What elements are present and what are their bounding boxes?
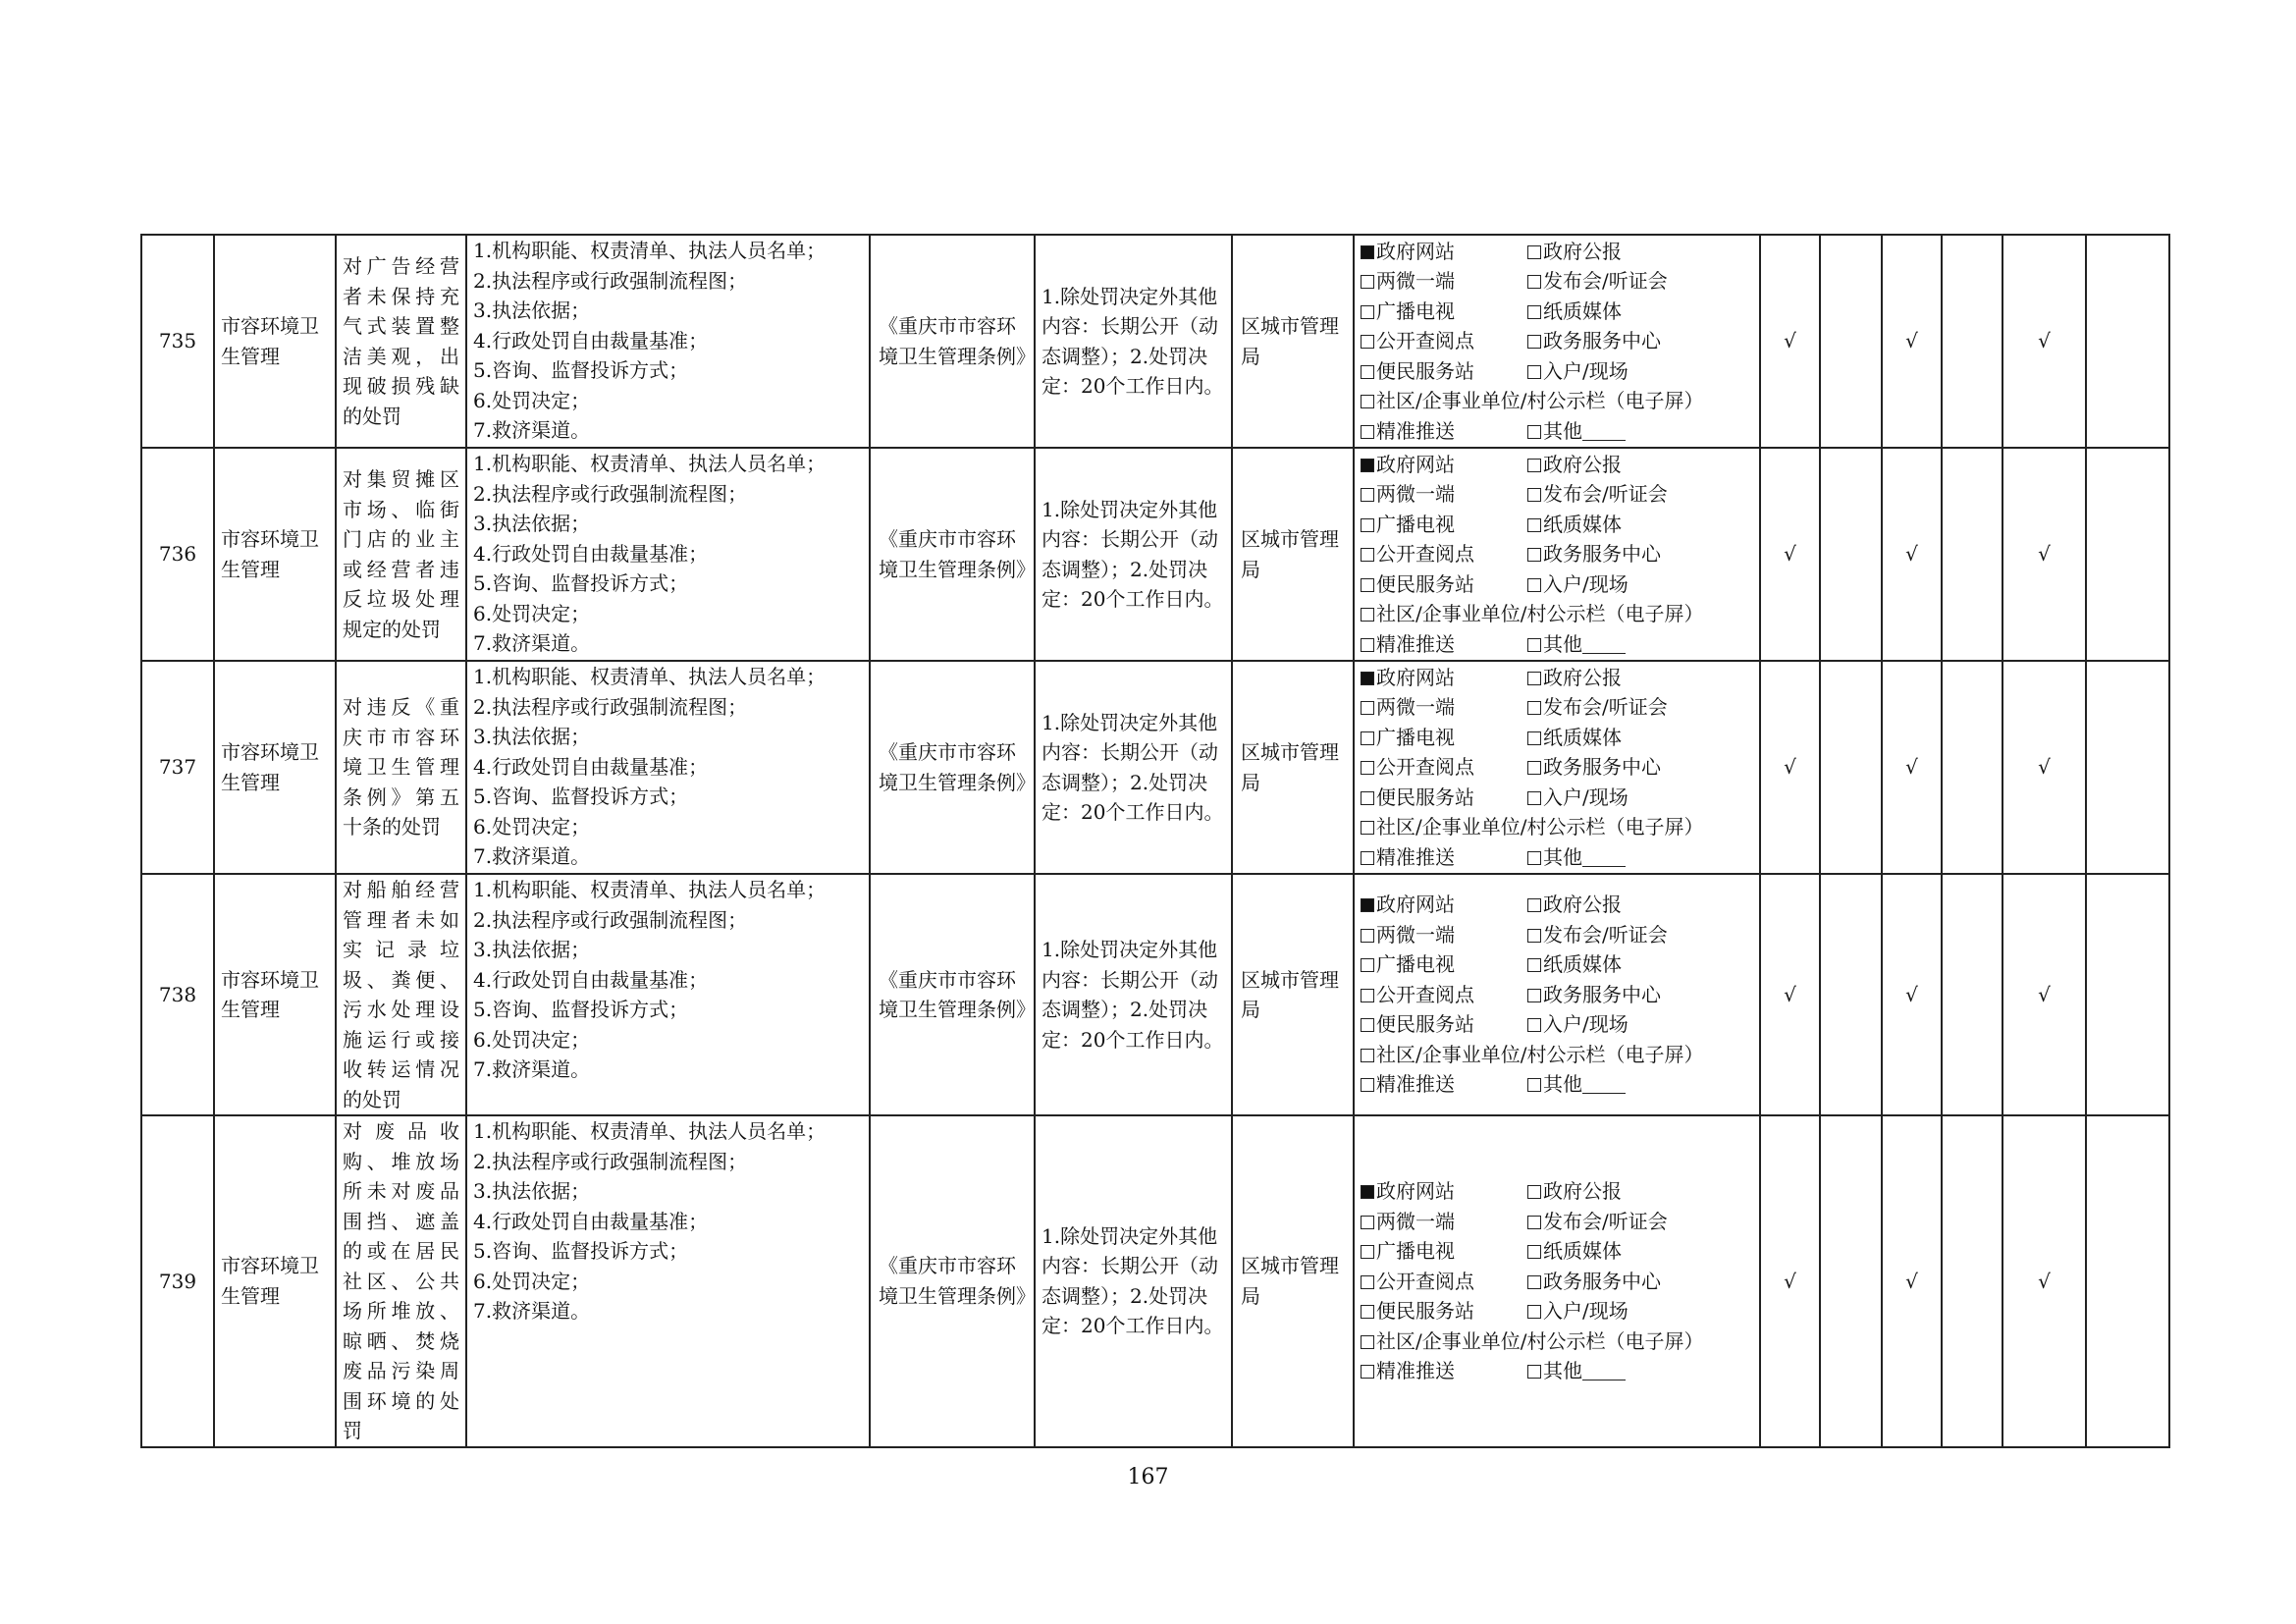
channel-item: 入户/现场 — [1527, 783, 1753, 813]
content-line: 4.行政处罚自由裁量基准； — [473, 328, 709, 352]
empty-cell — [2086, 1115, 2169, 1447]
row-number: 735 — [141, 235, 214, 448]
empty-box-icon — [1527, 335, 1541, 349]
content-line: 1.机构职能、权责清单、执法人员名单； — [473, 878, 827, 901]
empty-box-icon — [1527, 701, 1541, 715]
blank-line — [1582, 1362, 1626, 1380]
channel-item: 入户/现场 — [1527, 1009, 1753, 1040]
empty-box-icon — [1527, 1245, 1541, 1259]
content-cell — [466, 661, 870, 874]
empty-box-icon — [1527, 958, 1541, 972]
content-line: 2.执法程序或行政强制流程图； — [473, 1149, 748, 1173]
content-line: 4.行政处罚自由裁量基准； — [473, 754, 709, 779]
content-line: 3.执法依据； — [473, 725, 591, 748]
channel-item: 其他 — [1527, 416, 1753, 447]
channel-item: 发布会/听证会 — [1527, 1207, 1753, 1237]
empty-cell — [1942, 1115, 2002, 1447]
department-cell: 区城市管理局 — [1232, 448, 1354, 661]
channel-item: 政府公报 — [1527, 450, 1753, 480]
empty-box-icon — [1527, 459, 1541, 472]
empty-box-icon — [1361, 335, 1374, 349]
channel-item: 发布会/听证会 — [1527, 692, 1753, 723]
category-cell: 市容环境卫生管理 — [214, 1115, 336, 1447]
empty-box-icon — [1361, 425, 1374, 439]
empty-box-icon — [1527, 1305, 1541, 1319]
empty-box-icon — [1361, 395, 1374, 408]
empty-box-icon — [1527, 791, 1541, 805]
category-cell: 市容环境卫生管理 — [214, 874, 336, 1115]
channel-item: 入户/现场 — [1527, 569, 1753, 600]
check-cell: √ — [2002, 1115, 2086, 1447]
empty-box-icon — [1527, 578, 1541, 592]
empty-box-icon — [1527, 1018, 1541, 1032]
empty-box-icon — [1361, 851, 1374, 865]
department-cell: 区城市管理局 — [1232, 235, 1354, 448]
empty-box-icon — [1527, 1078, 1541, 1092]
channel-item: 便民服务站 — [1361, 1009, 1527, 1040]
check-cell: √ — [1882, 661, 1942, 874]
channel-item: 便民服务站 — [1361, 356, 1527, 387]
empty-cell — [1820, 874, 1882, 1115]
check-cell: √ — [1760, 448, 1820, 661]
empty-box-icon — [1527, 1185, 1541, 1199]
channel-item: 两微一端 — [1361, 1207, 1527, 1237]
channel-item: 精准推送 — [1361, 416, 1527, 447]
basis-cell: 《重庆市市容环境卫生管理条例》 — [870, 1115, 1035, 1447]
channel-item: 入户/现场 — [1527, 356, 1753, 387]
content-line: 2.执法程序或行政强制流程图； — [473, 481, 748, 506]
content-line: 7.救济渠道。 — [473, 1299, 591, 1323]
empty-box-icon — [1361, 929, 1374, 943]
channels-cell — [1354, 661, 1760, 874]
empty-box-icon — [1527, 731, 1541, 745]
empty-box-icon — [1527, 1365, 1541, 1379]
channels-cell — [1354, 874, 1760, 1115]
time-limit-cell: 1.除处罚决定外其他内容：长期公开（动态调整）；2.处罚决定：20个工作日内。 — [1035, 1115, 1232, 1447]
check-cell: √ — [1882, 874, 1942, 1115]
empty-box-icon — [1527, 851, 1541, 865]
empty-box-icon — [1527, 929, 1541, 943]
category-cell: 市容环境卫生管理 — [214, 448, 336, 661]
checked-box-icon — [1361, 672, 1374, 685]
table-row — [141, 1115, 2169, 1447]
content-line: 5.咨询、监督投诉方式； — [473, 785, 689, 808]
channel-item: 政府网站 — [1361, 1176, 1527, 1207]
empty-box-icon — [1361, 1305, 1374, 1319]
content-line: 6.处罚决定； — [473, 601, 591, 625]
channel-item: 其他 — [1527, 1069, 1753, 1100]
empty-box-icon — [1361, 488, 1374, 502]
channel-item: 精准推送 — [1361, 629, 1527, 660]
channel-item: 其他 — [1527, 629, 1753, 660]
empty-box-icon — [1361, 1049, 1374, 1062]
channel-item: 广播电视 — [1361, 510, 1527, 540]
row-number: 737 — [141, 661, 214, 874]
page-number: 167 — [1127, 1465, 1169, 1489]
content-line: 2.执法程序或行政强制流程图； — [473, 268, 748, 293]
blank-line — [1582, 848, 1626, 867]
channels-cell — [1354, 448, 1760, 661]
check-cell: √ — [1882, 235, 1942, 448]
checked-box-icon — [1361, 1185, 1374, 1199]
empty-cell — [1942, 448, 2002, 661]
empty-box-icon — [1361, 275, 1374, 289]
empty-box-icon — [1527, 365, 1541, 379]
empty-cell — [1820, 1115, 1882, 1447]
check-cell: √ — [2002, 448, 2086, 661]
check-cell: √ — [1760, 661, 1820, 874]
channel-item: 公开查阅点 — [1361, 752, 1527, 783]
empty-box-icon — [1527, 898, 1541, 912]
table-row — [141, 874, 2169, 1115]
item-cell: 对广告经营者未保持充气式装置整洁美观，出现破损残缺的处罚 — [336, 235, 466, 448]
content-line: 6.处罚决定； — [473, 1269, 591, 1293]
row-number: 736 — [141, 448, 214, 661]
blank-line — [1582, 422, 1626, 441]
empty-box-icon — [1361, 1018, 1374, 1032]
channel-item: 两微一端 — [1361, 479, 1527, 510]
channel-item: 其他 — [1527, 1356, 1753, 1386]
empty-box-icon — [1361, 1245, 1374, 1259]
empty-box-icon — [1361, 608, 1374, 622]
empty-box-icon — [1361, 791, 1374, 805]
empty-box-icon — [1527, 638, 1541, 652]
empty-box-icon — [1361, 761, 1374, 775]
empty-box-icon — [1361, 1335, 1374, 1349]
empty-box-icon — [1527, 1216, 1541, 1229]
channel-item: 精准推送 — [1361, 842, 1527, 873]
blank-line — [1582, 635, 1626, 654]
empty-box-icon — [1361, 1078, 1374, 1092]
channel-item: 政府网站 — [1361, 890, 1527, 920]
empty-box-icon — [1361, 1275, 1374, 1289]
channel-item: 公开查阅点 — [1361, 1267, 1527, 1297]
content-line: 4.行政处罚自由裁量基准； — [473, 967, 709, 992]
checked-box-icon — [1361, 459, 1374, 472]
content-line: 6.处罚决定； — [473, 1027, 591, 1052]
channel-item: 公开查阅点 — [1361, 539, 1527, 569]
basis-cell: 《重庆市市容环境卫生管理条例》 — [870, 874, 1035, 1115]
channel-item: 便民服务站 — [1361, 783, 1527, 813]
channels-cell — [1354, 1115, 1760, 1447]
empty-cell — [2086, 874, 2169, 1115]
table-row — [141, 661, 2169, 874]
row-number: 738 — [141, 874, 214, 1115]
channel-item: 入户/现场 — [1527, 1296, 1753, 1326]
check-cell: √ — [1760, 874, 1820, 1115]
channel-item: 社区/企事业单位/村公示栏（电子屏） — [1361, 812, 1753, 842]
time-limit-cell: 1.除处罚决定外其他内容：长期公开（动态调整）；2.处罚决定：20个工作日内。 — [1035, 661, 1232, 874]
empty-box-icon — [1527, 989, 1541, 1002]
empty-box-icon — [1361, 989, 1374, 1002]
channel-item: 纸质媒体 — [1527, 949, 1753, 980]
content-cell — [466, 235, 870, 448]
basis-cell: 《重庆市市容环境卫生管理条例》 — [870, 448, 1035, 661]
empty-box-icon — [1527, 245, 1541, 259]
channel-item: 政府公报 — [1527, 663, 1753, 693]
channel-item: 纸质媒体 — [1527, 297, 1753, 327]
channel-item: 政务服务中心 — [1527, 326, 1753, 356]
table-row — [141, 448, 2169, 661]
check-cell: √ — [1760, 235, 1820, 448]
channel-item: 精准推送 — [1361, 1069, 1527, 1100]
content-line: 3.执法依据； — [473, 1179, 591, 1203]
channel-item: 政府网站 — [1361, 237, 1527, 267]
channel-item: 精准推送 — [1361, 1356, 1527, 1386]
category-cell: 市容环境卫生管理 — [214, 661, 336, 874]
channels-cell — [1354, 235, 1760, 448]
check-cell: √ — [1760, 1115, 1820, 1447]
channel-item: 政务服务中心 — [1527, 1267, 1753, 1297]
content-line: 2.执法程序或行政强制流程图； — [473, 907, 748, 932]
content-cell — [466, 448, 870, 661]
table-row — [141, 235, 2169, 448]
content-line: 5.咨询、监督投诉方式； — [473, 358, 689, 382]
content-cell — [466, 874, 870, 1115]
channel-item: 公开查阅点 — [1361, 980, 1527, 1010]
channel-item: 发布会/听证会 — [1527, 266, 1753, 297]
empty-box-icon — [1361, 365, 1374, 379]
empty-cell — [2086, 661, 2169, 874]
channel-item: 政务服务中心 — [1527, 539, 1753, 569]
basis-cell: 《重庆市市容环境卫生管理条例》 — [870, 235, 1035, 448]
time-limit-cell: 1.除处罚决定外其他内容：长期公开（动态调整）；2.处罚决定：20个工作日内。 — [1035, 448, 1232, 661]
channel-item: 发布会/听证会 — [1527, 920, 1753, 950]
item-cell: 对废品收购、堆放场所未对废品围挡、遮盖的或在居民社区、公共场所堆放、晾晒、焚烧废品污染周围环境的处罚 — [336, 1115, 466, 1447]
channel-item: 社区/企事业单位/村公示栏（电子屏） — [1361, 599, 1753, 629]
content-cell — [466, 1115, 870, 1447]
content-line: 6.处罚决定； — [473, 814, 591, 839]
content-line: 1.机构职能、权责清单、执法人员名单； — [473, 1119, 827, 1143]
channel-item: 广播电视 — [1361, 1236, 1527, 1267]
channel-item: 政府公报 — [1527, 890, 1753, 920]
channel-item: 两微一端 — [1361, 920, 1527, 950]
basis-cell: 《重庆市市容环境卫生管理条例》 — [870, 661, 1035, 874]
channel-item: 政务服务中心 — [1527, 980, 1753, 1010]
item-cell: 对船舶经营管理者未如实记录垃圾、粪便、污水处理设施运行或接收转运情况的处罚 — [336, 874, 466, 1115]
time-limit-cell: 1.除处罚决定外其他内容：长期公开（动态调整）；2.处罚决定：20个工作日内。 — [1035, 235, 1232, 448]
checked-box-icon — [1361, 245, 1374, 259]
empty-box-icon — [1527, 488, 1541, 502]
channel-item: 其他 — [1527, 842, 1753, 873]
check-cell: √ — [2002, 235, 2086, 448]
channel-item: 政务服务中心 — [1527, 752, 1753, 783]
content-line: 3.执法依据； — [473, 512, 591, 535]
content-line: 7.救济渠道。 — [473, 418, 591, 442]
empty-cell — [1820, 661, 1882, 874]
content-line: 3.执法依据； — [473, 298, 591, 322]
empty-box-icon — [1527, 672, 1541, 685]
department-cell: 区城市管理局 — [1232, 1115, 1354, 1447]
empty-box-icon — [1361, 958, 1374, 972]
empty-box-icon — [1361, 821, 1374, 835]
channel-item: 政府网站 — [1361, 450, 1527, 480]
content-line: 6.处罚决定； — [473, 388, 591, 412]
empty-box-icon — [1527, 761, 1541, 775]
channel-item: 政府公报 — [1527, 1176, 1753, 1207]
empty-box-icon — [1361, 548, 1374, 562]
channel-item: 纸质媒体 — [1527, 1236, 1753, 1267]
checked-box-icon — [1361, 898, 1374, 912]
empty-cell — [2086, 235, 2169, 448]
check-cell: √ — [1882, 448, 1942, 661]
empty-box-icon — [1361, 305, 1374, 319]
channel-item: 社区/企事业单位/村公示栏（电子屏） — [1361, 1040, 1753, 1070]
channel-item: 社区/企事业单位/村公示栏（电子屏） — [1361, 1326, 1753, 1357]
empty-cell — [1942, 661, 2002, 874]
table-body — [141, 235, 2169, 1447]
channel-item: 社区/企事业单位/村公示栏（电子屏） — [1361, 386, 1753, 416]
content-line: 5.咨询、监督投诉方式； — [473, 1239, 689, 1263]
row-number: 739 — [141, 1115, 214, 1447]
time-limit-cell: 1.除处罚决定外其他内容：长期公开（动态调整）；2.处罚决定：20个工作日内。 — [1035, 874, 1232, 1115]
channel-item: 政府公报 — [1527, 237, 1753, 267]
item-cell: 对集贸摊区市场、临街门店的业主或经营者违反垃圾处理规定的处罚 — [336, 448, 466, 661]
empty-box-icon — [1527, 425, 1541, 439]
empty-box-icon — [1361, 1365, 1374, 1379]
channel-item: 公开查阅点 — [1361, 326, 1527, 356]
empty-box-icon — [1527, 518, 1541, 532]
channel-item: 纸质媒体 — [1527, 723, 1753, 753]
content-line: 7.救济渠道。 — [473, 844, 591, 868]
channel-item: 广播电视 — [1361, 949, 1527, 980]
empty-cell — [1942, 874, 2002, 1115]
content-line: 7.救济渠道。 — [473, 631, 591, 655]
empty-box-icon — [1527, 275, 1541, 289]
empty-cell — [1820, 235, 1882, 448]
item-cell: 对违反《重庆市市容环境卫生管理条例》第五十条的处罚 — [336, 661, 466, 874]
check-cell: √ — [2002, 874, 2086, 1115]
channel-item: 发布会/听证会 — [1527, 479, 1753, 510]
empty-box-icon — [1361, 578, 1374, 592]
empty-box-icon — [1527, 305, 1541, 319]
empty-box-icon — [1527, 548, 1541, 562]
empty-cell — [1942, 235, 2002, 448]
empty-box-icon — [1361, 518, 1374, 532]
content-line: 4.行政处罚自由裁量基准； — [473, 1209, 709, 1233]
blank-line — [1582, 1075, 1626, 1094]
content-line: 1.机构职能、权责清单、执法人员名单； — [473, 452, 827, 475]
empty-cell — [1820, 448, 1882, 661]
empty-box-icon — [1361, 731, 1374, 745]
empty-box-icon — [1361, 1216, 1374, 1229]
content-line: 7.救济渠道。 — [473, 1057, 591, 1081]
empty-cell — [2086, 448, 2169, 661]
empty-box-icon — [1361, 638, 1374, 652]
content-line: 2.执法程序或行政强制流程图； — [473, 694, 748, 719]
content-line: 3.执法依据； — [473, 938, 591, 961]
content-line: 5.咨询、监督投诉方式； — [473, 998, 689, 1021]
category-cell: 市容环境卫生管理 — [214, 235, 336, 448]
channel-item: 两微一端 — [1361, 266, 1527, 297]
channel-item: 政府网站 — [1361, 663, 1527, 693]
department-cell: 区城市管理局 — [1232, 661, 1354, 874]
check-cell: √ — [1882, 1115, 1942, 1447]
empty-box-icon — [1361, 701, 1374, 715]
disclosure-table — [140, 234, 2170, 1448]
channel-item: 两微一端 — [1361, 692, 1527, 723]
channel-item: 广播电视 — [1361, 297, 1527, 327]
content-line: 5.咨询、监督投诉方式； — [473, 571, 689, 595]
channel-item: 纸质媒体 — [1527, 510, 1753, 540]
check-cell: √ — [2002, 661, 2086, 874]
empty-box-icon — [1527, 1275, 1541, 1289]
channel-item: 便民服务站 — [1361, 569, 1527, 600]
content-line: 1.机构职能、权责清单、执法人员名单； — [473, 665, 827, 688]
channel-item: 便民服务站 — [1361, 1296, 1527, 1326]
department-cell: 区城市管理局 — [1232, 874, 1354, 1115]
content-line: 1.机构职能、权责清单、执法人员名单； — [473, 239, 827, 262]
content-line: 4.行政处罚自由裁量基准； — [473, 541, 709, 566]
channel-item: 广播电视 — [1361, 723, 1527, 753]
